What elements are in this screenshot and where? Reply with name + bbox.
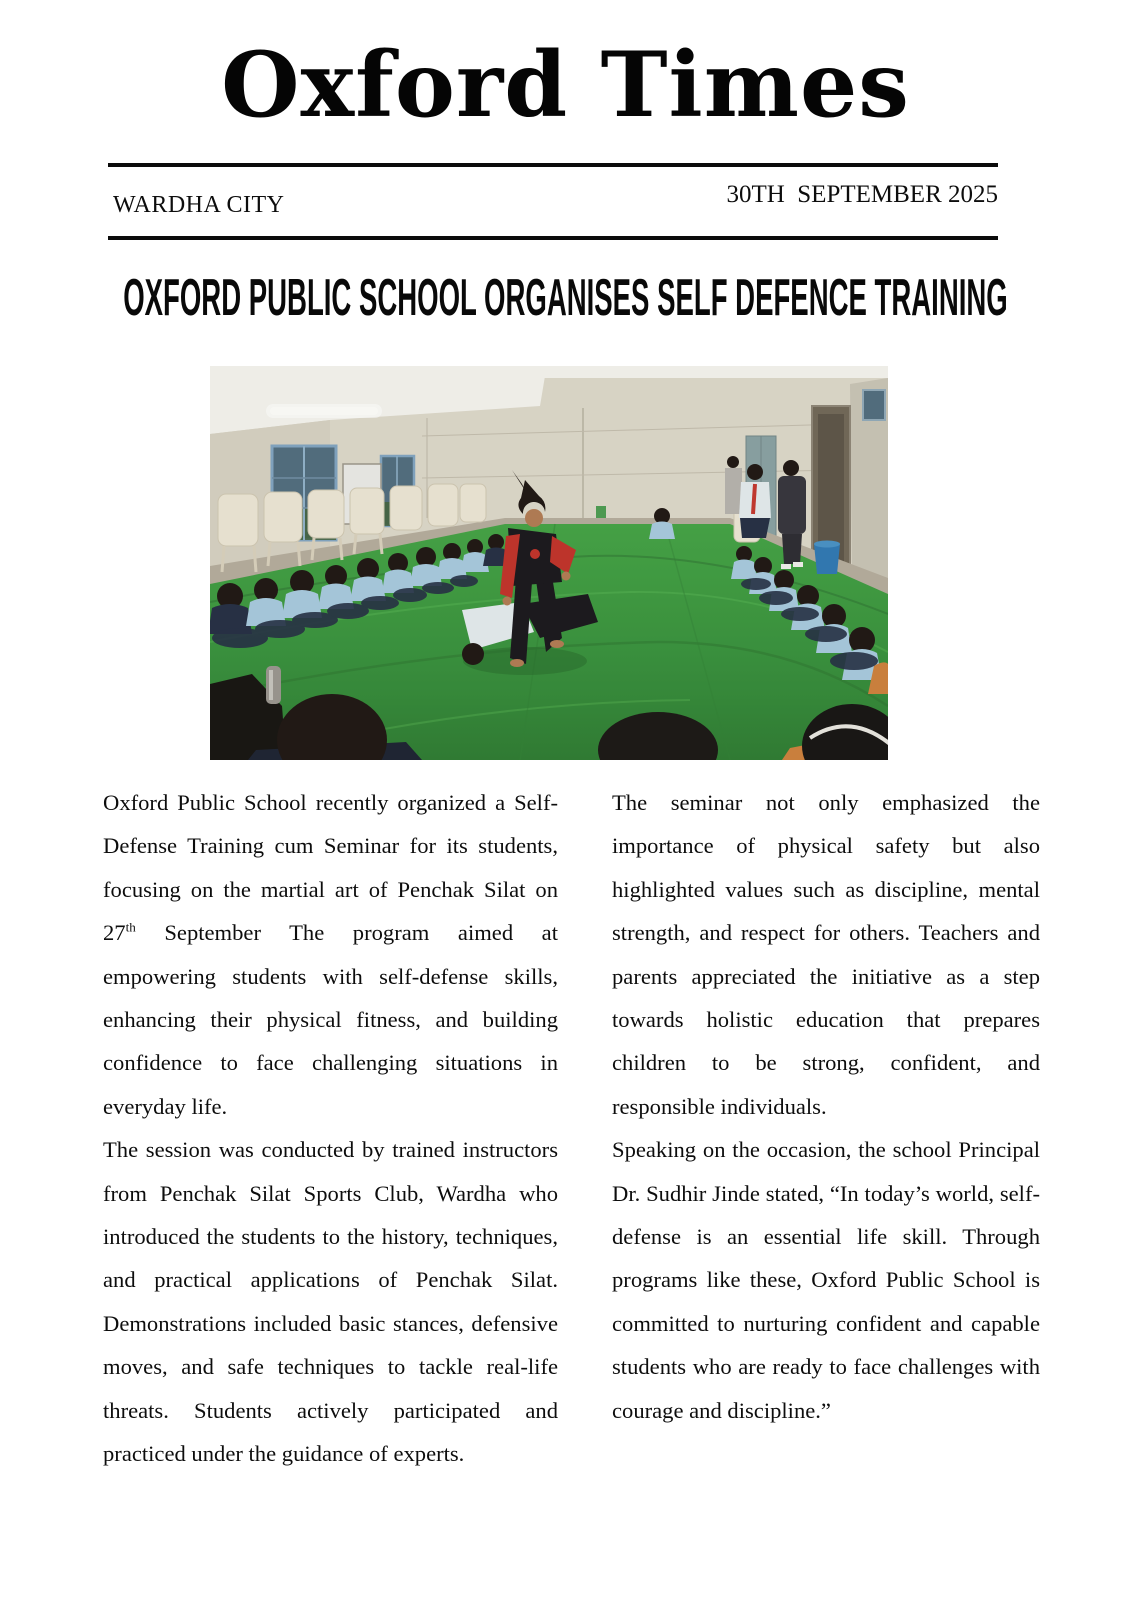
headline-row xyxy=(0,269,1131,327)
article-photo xyxy=(210,366,888,760)
newspaper-title: Oxford Times xyxy=(221,32,910,138)
paragraph-1-text-b: September The program aimed at empowering students with self-defense skills, enhancing their physical fitness, and building confidence to face challenging situations in everyday life. xyxy=(103,920,558,1119)
divider-top xyxy=(108,163,998,167)
divider-bottom xyxy=(108,236,998,240)
paragraph-1 xyxy=(103,781,558,1128)
location-label: WARDHA CITY xyxy=(113,192,285,218)
paragraph-3: The seminar not only emphasized the importance of physical safety but also highlighted values such as discipline, mental strength, and respect for others. Teachers and parents appreciated the initiative as a step towards holistic education that prepares children to be strong, confident, and responsible individuals. xyxy=(612,790,1040,1119)
article-headline: OXFORD PUBLIC SCHOOL ORGANISES SELF DEFENCE TRAINING xyxy=(123,269,1008,327)
photo-svg xyxy=(210,366,888,760)
article-column-right xyxy=(612,781,1040,1432)
paragraph-1-text-a: Oxford Public School recently organized a Self-Defense Training cum Seminar for its students, focusing on the martial art of Penchak Silat on 27 xyxy=(103,790,558,946)
date-label: 30TH SEPTEMBER 2025 xyxy=(726,181,998,208)
paragraph-4: Speaking on the occasion, the school Principal Dr. Sudhir Jinde stated, “In today’s world, self-defense is an essential life skill. Through programs like these, Oxford Public School is committed to nurturing confident and capable students who are ready to face challenges with courage and discipline.” xyxy=(612,1137,1040,1423)
ordinal-suffix: th xyxy=(125,919,136,935)
photo-tone-overlay xyxy=(210,366,888,760)
paragraph-2: The session was conducted by trained instructors from Penchak Silat Sports Club, Wardha who introduced the students to the history, techniques, and practical applications of Penchak Silat. Demonstrations included basic stances, defensive moves, and safe techniques to tackle real-life threats. Students actively participated and practiced under the guidance of experts. xyxy=(103,1137,558,1467)
article-column-left xyxy=(103,781,558,1476)
